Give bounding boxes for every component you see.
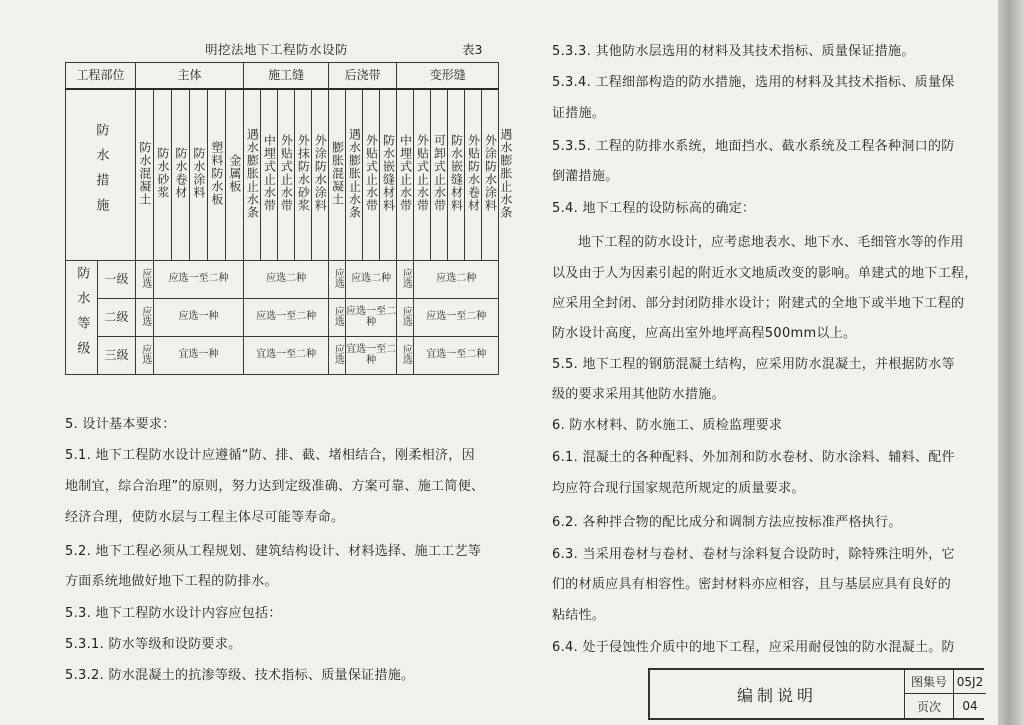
main-required-cell bbox=[136, 337, 154, 375]
paragraph-line: 6.4. 处于侵蚀性介质中的地下工程，应采用耐侵蚀的防水混凝土。防 bbox=[552, 640, 955, 655]
post-option: 应选一至二种 bbox=[346, 299, 397, 337]
measure-label: 防水涂料 bbox=[191, 147, 206, 200]
paragraph-line: 5.3.3. 其他防水层选用的材料及其技术指标、质量保证措施。 bbox=[552, 44, 915, 59]
measure-cell bbox=[226, 89, 244, 261]
drawing-title: 编制说明 bbox=[650, 670, 905, 718]
measure-label: 外抹防水砂浆 bbox=[296, 134, 311, 213]
section-heading: 6. 防水材料、防水施工、质检监理要求 bbox=[552, 418, 783, 433]
header-deform: 变形缝 bbox=[397, 63, 499, 89]
measure-label: 防水嵌缝材料 bbox=[381, 134, 396, 213]
paragraph-line: 5.5. 地下工程的钢筋混凝土结构，应采用防水混凝土，并根据防水等 bbox=[552, 357, 955, 372]
post-option: 宜选一至二种 bbox=[346, 337, 397, 375]
post-required: 应选 bbox=[332, 306, 344, 327]
measure-cell bbox=[208, 89, 226, 261]
post-required: 应选 bbox=[332, 268, 344, 289]
grade-label-cell bbox=[66, 261, 98, 375]
paragraph-line: 5.1. 地下工程防水设计应遵循“防、排、截、堵相结合，刚柔相济，因 bbox=[65, 448, 475, 463]
main-required: 应选 bbox=[139, 268, 151, 289]
main-required-cell bbox=[136, 299, 154, 337]
measure-cell bbox=[363, 89, 380, 261]
paragraph-line: 5.3. 地下工程防水设计内容应包括： bbox=[65, 606, 282, 621]
measure-cell bbox=[329, 89, 346, 261]
post-option: 应选二种 bbox=[346, 261, 397, 299]
measure-cell bbox=[397, 89, 414, 261]
measure-label: 外贴式止水带 bbox=[415, 134, 430, 213]
measure-label: 防水卷材 bbox=[173, 147, 188, 200]
table-number: 表3 bbox=[462, 42, 483, 57]
paragraph-line: 5.2. 地下工程必须从工程规划、建筑结构设计、材料选择、施工工艺等 bbox=[65, 544, 482, 559]
measure-label: 金属板 bbox=[227, 153, 242, 193]
title-block bbox=[648, 668, 984, 720]
measure-label: 防水混凝土 bbox=[137, 140, 152, 206]
measures-label: 防水措施 bbox=[93, 123, 109, 224]
measure-label: 防水砂浆 bbox=[155, 147, 170, 200]
joint-option: 应选一至二种 bbox=[244, 299, 329, 337]
paragraph-line: 方面系统地做好地下工程的防排水。 bbox=[65, 574, 278, 589]
measures-label-cell bbox=[66, 89, 136, 261]
measure-label: 遇水膨胀止水条 bbox=[245, 127, 260, 219]
measure-label: 外贴式止水带 bbox=[364, 134, 379, 213]
deform-required: 应选 bbox=[400, 268, 412, 289]
deform-required-cell bbox=[397, 337, 414, 375]
measure-cell bbox=[278, 89, 295, 261]
main-option: 宜选一种 bbox=[154, 337, 244, 375]
paragraph-line: 均应符合现行国家规范所规定的质量要求。 bbox=[552, 481, 805, 496]
header-joint: 施工缝 bbox=[244, 63, 329, 89]
measure-cell bbox=[465, 89, 482, 261]
deform-required: 应选 bbox=[400, 306, 412, 327]
paragraph-line: 经济合理，使防水层与工程主体尽可能等寿命。 bbox=[65, 510, 345, 525]
paragraph-line: 6.2. 各种拌合物的配比成分和调制方法应按标准严格执行。 bbox=[552, 515, 902, 530]
measure-label: 外贴式止水带 bbox=[279, 134, 294, 213]
paragraph-line: 地下工程的防水设计，应考虑地表水、地下水、毛细管水等的作用 bbox=[578, 235, 964, 250]
post-required-cell bbox=[329, 299, 346, 337]
paragraph-line: 们的材质应具有相容性。密封材料亦应相容，且与基层应具有良好的 bbox=[552, 577, 952, 592]
measure-cell bbox=[312, 89, 329, 261]
grade-label: 防水等级 bbox=[74, 266, 90, 367]
measure-label: 膨胀混凝土 bbox=[330, 140, 345, 206]
atlas-number-label: 图集号 bbox=[910, 675, 947, 689]
measure-label: 遇水膨胀止水条 bbox=[498, 127, 513, 219]
page-number-value: 04 bbox=[962, 699, 978, 713]
paragraph-line: 倒灌措施。 bbox=[552, 169, 619, 184]
paragraph-line: 以及由于人为因素引起的附近水文地质改变的影响。单建式的地下工程， bbox=[552, 266, 978, 281]
measure-label: 外涂防水涂料 bbox=[483, 134, 498, 213]
measure-cell bbox=[190, 89, 208, 261]
measure-cell bbox=[295, 89, 312, 261]
measure-cell bbox=[414, 89, 431, 261]
main-required-cell bbox=[136, 261, 154, 299]
paragraph-line: 证措施。 bbox=[552, 106, 606, 121]
measure-cell bbox=[136, 89, 154, 261]
main-required: 应选 bbox=[139, 344, 151, 365]
deform-option: 应选二种 bbox=[414, 261, 499, 299]
atlas-number-value: 05J2 bbox=[956, 674, 984, 689]
measure-cell bbox=[431, 89, 448, 261]
measure-label: 外涂防水涂料 bbox=[313, 134, 328, 213]
measure-cell bbox=[244, 89, 261, 261]
deform-option: 应选一至二种 bbox=[414, 299, 499, 337]
measure-label: 塑料防水板 bbox=[209, 140, 224, 206]
measure-label: 可卸式止水带 bbox=[432, 134, 447, 213]
paragraph-line: 6.1. 混凝土的各种配料、外加剂和防水卷材、防水涂料、辅料、配件 bbox=[552, 450, 955, 465]
measure-cell bbox=[154, 89, 172, 261]
measure-cell bbox=[380, 89, 397, 261]
main-required: 应选 bbox=[139, 306, 151, 327]
waterproof-table bbox=[65, 62, 513, 375]
post-required-cell bbox=[329, 337, 346, 375]
paragraph-line: 地制宜，综合治理”的原则，努力达到定级准确、方案可靠、施工简便、 bbox=[65, 479, 485, 494]
paragraph-line: 5.3.4. 工程细部构造的防水措施，选用的材料及其技术指标、质量保 bbox=[552, 75, 955, 90]
table-caption: 明挖法地下工程防水设防 bbox=[205, 42, 349, 57]
main-option: 应选一种 bbox=[154, 299, 244, 337]
post-required-cell bbox=[329, 261, 346, 299]
grade-cell: 一级 bbox=[98, 261, 136, 299]
deform-required-cell bbox=[397, 299, 414, 337]
page-number-label: 页次 bbox=[916, 699, 941, 714]
deform-required-cell bbox=[397, 261, 414, 299]
section-heading: 5.4. 地下工程的设防标高的确定： bbox=[552, 201, 756, 216]
measure-cell bbox=[482, 89, 499, 261]
paragraph-line: 应采用全封闭、部分封闭防排水设计；附建式的全地下或半地下工程的 bbox=[552, 296, 965, 311]
measure-label: 外贴防水卷材 bbox=[466, 134, 481, 213]
deform-option: 宜选一至二种 bbox=[414, 337, 499, 375]
deform-required: 应选 bbox=[400, 344, 412, 365]
paragraph-line: 6.3. 当采用卷材与卷材、卷材与涂料复合设防时，除特殊注明外，它 bbox=[552, 547, 955, 562]
grade-cell: 三级 bbox=[98, 337, 136, 375]
measure-label: 遇水膨胀止水条 bbox=[347, 127, 362, 219]
measure-cell bbox=[172, 89, 190, 261]
header-main: 主体 bbox=[136, 63, 244, 89]
joint-option: 宜选一至二种 bbox=[244, 337, 329, 375]
measure-cell bbox=[346, 89, 363, 261]
header-post: 后浇带 bbox=[329, 63, 397, 89]
measure-label: 中埋式止水带 bbox=[398, 134, 413, 213]
paragraph-line: 5.3.5. 工程的防排水系统，地面挡水、截水系统及工程各种洞口的防 bbox=[552, 139, 955, 154]
header-part: 工程部位 bbox=[66, 63, 136, 89]
paragraph-line: 级的要求采用其他防水措施。 bbox=[552, 387, 725, 402]
measure-cell bbox=[448, 89, 465, 261]
grade-cell: 二级 bbox=[98, 299, 136, 337]
book-binding bbox=[998, 0, 1024, 725]
paragraph-line: 粘结性。 bbox=[552, 608, 606, 623]
measure-label: 中埋式止水带 bbox=[262, 134, 277, 213]
paragraph-line: 防水设计高度，应高出室外地坪高程500mm以上。 bbox=[552, 326, 857, 341]
post-required: 应选 bbox=[332, 344, 344, 365]
measure-cell bbox=[261, 89, 278, 261]
measure-label: 防水嵌缝材料 bbox=[449, 134, 464, 213]
paragraph-line: 5.3.2. 防水混凝土的抗渗等级、技术指标、质量保证措施。 bbox=[65, 668, 415, 683]
section-heading: 5. 设计基本要求： bbox=[65, 417, 176, 432]
main-option: 应选一至二种 bbox=[154, 261, 244, 299]
paragraph-line: 5.3.1. 防水等级和设防要求。 bbox=[65, 637, 242, 652]
joint-option: 应选二种 bbox=[244, 261, 329, 299]
